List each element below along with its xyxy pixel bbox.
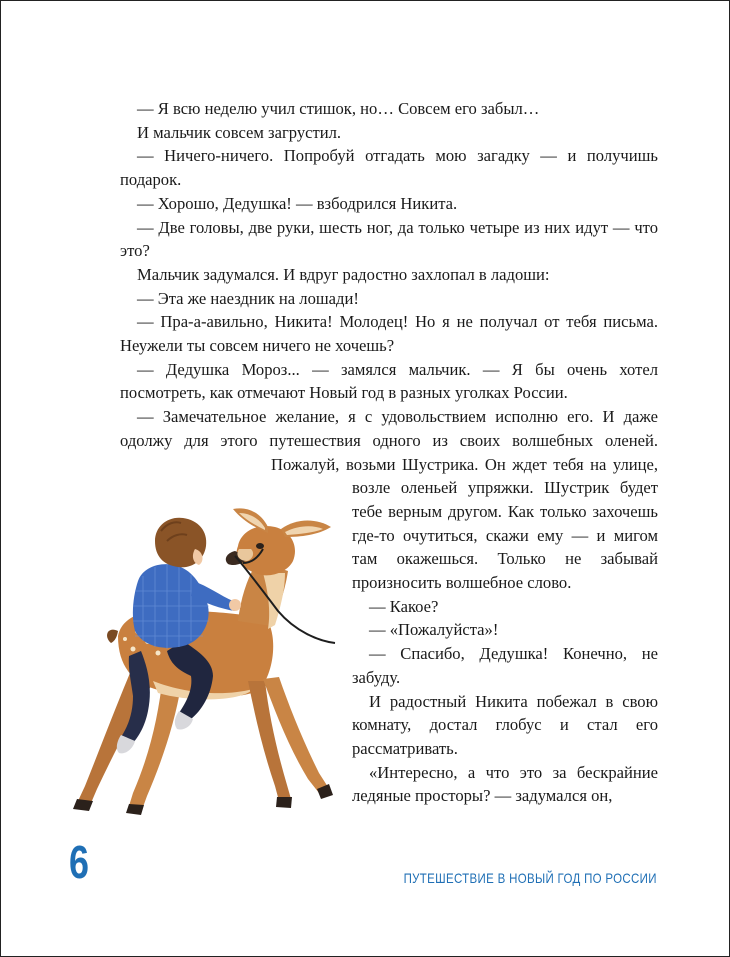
wrap-spacer [120, 832, 352, 856]
paragraph: — Эта же наездник на лошади! [137, 288, 359, 308]
boy-riding-deer-illustration [63, 501, 343, 821]
paragraph: — Дедушка Мороз... — замялся мальчик. — Я бы очень хотел посмотреть, как отмечают Новый год в разных уголках России. [120, 359, 658, 403]
paragraph: — Пра-а-авильно, Никита! Молодец! Но я не получал от тебя письма. Неужели ты совсем ничего не хочешь? [120, 312, 658, 356]
paragraph: — Замечательное желание, я с удовольствием исполню его. И даже одолжу для этого путешествия одного из своих волшебных оленей. Пожалуй, возьми Шустрика. Он ждет тебя на улице, возле оленьей упряжки. Шустрик будет тебе верным другом. Как только захочешь где-то очутиться, скажи ему — и мигом там окажешься. Только не забывай произносить волшебное слово. [120, 407, 658, 593]
paragraph: — «Пожалуйста»! [369, 620, 499, 640]
running-title: ПУТЕШЕСТВИЕ В НОВЫЙ ГОД ПО РОССИИ [403, 870, 657, 886]
paragraph: И мальчик совсем загрустил. [137, 122, 342, 142]
paragraph: — Ничего-ничего. Попробуй отгадать мою загадку — и получишь подарок. [120, 146, 658, 190]
paragraph: — Две головы, две руки, шесть ног, да только четыре из них идут — что это? [120, 217, 658, 261]
paragraph: — Я всю неделю учил стишок, но… Совсем его забыл… [137, 99, 540, 118]
wrap-spacer [120, 476, 271, 500]
paragraph: — Спасибо, Дедушка! Конечно, не забуду. [352, 644, 658, 687]
paragraph: И радостный Никита побежал в свою комнату, достал глобус и стал его рассматривать. [352, 691, 658, 758]
paragraph: «Интересно, а что это за бескрайние ледяные просторы? — задумался он, [352, 762, 658, 806]
paragraph: — Какое? [369, 596, 439, 616]
paragraph: — Хорошо, Дедушка! — взбодрился Никита. [137, 193, 458, 213]
page-number: 6 [69, 836, 89, 888]
paragraph: Мальчик задумался. И вдруг радостно захлопал в ладоши: [137, 264, 550, 284]
